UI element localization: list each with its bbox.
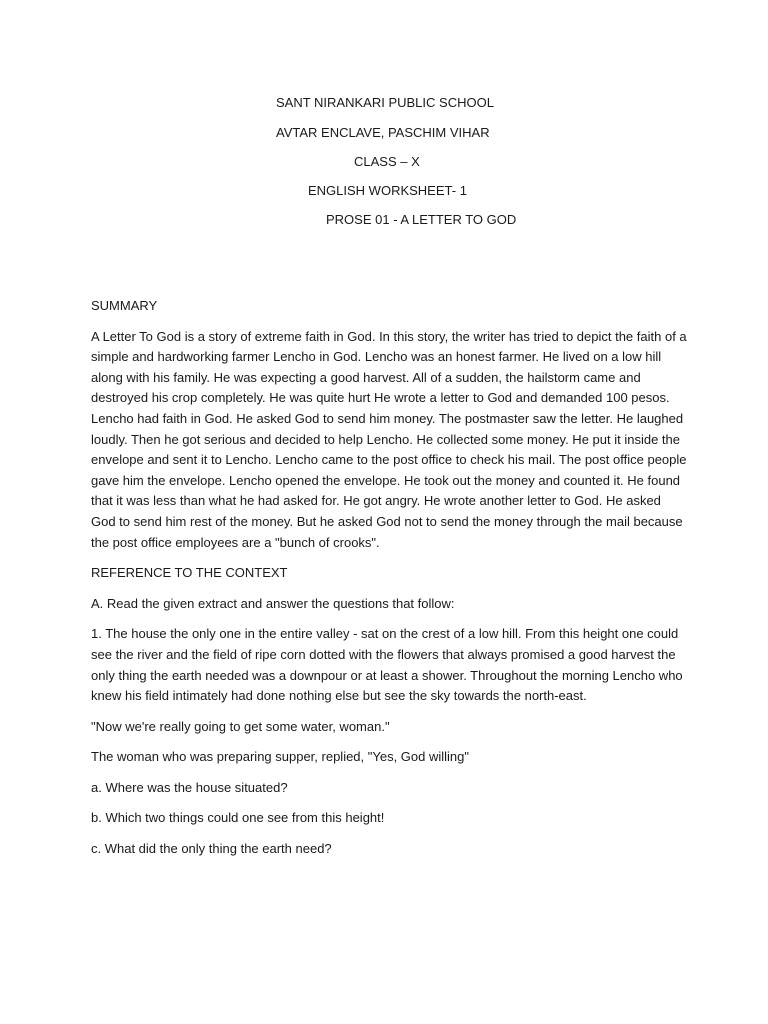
school-address: AVTAR ENCLAVE, PASCHIM VIHAR xyxy=(276,125,490,140)
quote-line: "Now we're really going to get some water, woman." xyxy=(91,718,390,734)
question-item: b. Which two things could one see from this height! xyxy=(91,810,385,826)
worksheet-title: ENGLISH WORKSHEET- 1 xyxy=(308,183,467,198)
school-name: SANT NIRANKARI PUBLIC SCHOOL xyxy=(276,95,494,110)
summary-text: A Letter To God is a story of extreme faith in God. In this story, the writer has tried to depict the faith of a simple and hardworking farmer Lencho in God. Lencho was an honest farmer. He lived on a low hill along with his family. He was expecting a good harvest. All of a sudden, the hailstorm came and destroyed his crop completely. He was quite hurt He wrote a letter to God and demanded 100 pesos. Lencho had faith in God. He asked God to send him money. The postmaster saw the letter. He laughed loudly. Then he got serious and decided to help Lencho. He collected some money. He put it inside the envelope and sent it to Lencho. Lencho came to the post office to check his mail. The post office people gave him the envelope. Lencho opened the envelope. He took out the money and counted it. He found that it was less than what he had asked for. He got angry. He wrote another letter to God. He asked God to send him rest of the money. But he asked God not to send the money through the mail because the post office employees are a "bunch of crooks". xyxy=(91,328,687,550)
reference-instruction: A. Read the given extract and answer the questions that follow: xyxy=(91,595,455,611)
reference-heading: REFERENCE TO THE CONTEXT xyxy=(91,565,288,581)
question-item: a. Where was the house situated? xyxy=(91,779,288,795)
document-body xyxy=(91,296,687,870)
quote-line: The woman who was preparing supper, replied, "Yes, God willing" xyxy=(91,749,470,765)
question-item: c. What did the only thing the earth need? xyxy=(91,841,332,857)
extract-paragraph: 1. The house the only one in the entire valley - sat on the crest of a low hill. From this height one could see the river and the field of ripe corn dotted with the flowers that always promised a good harvest the only thing the earth needed was a downpour or at least a shower. Throughout the morning Lencho who knew his field intimately had done nothing else but see the sky towards the north-east. xyxy=(91,626,683,704)
summary-heading: SUMMARY xyxy=(91,298,158,313)
prose-title: PROSE 01 - A LETTER TO GOD xyxy=(326,212,517,227)
class-label: CLASS – X xyxy=(354,154,420,169)
